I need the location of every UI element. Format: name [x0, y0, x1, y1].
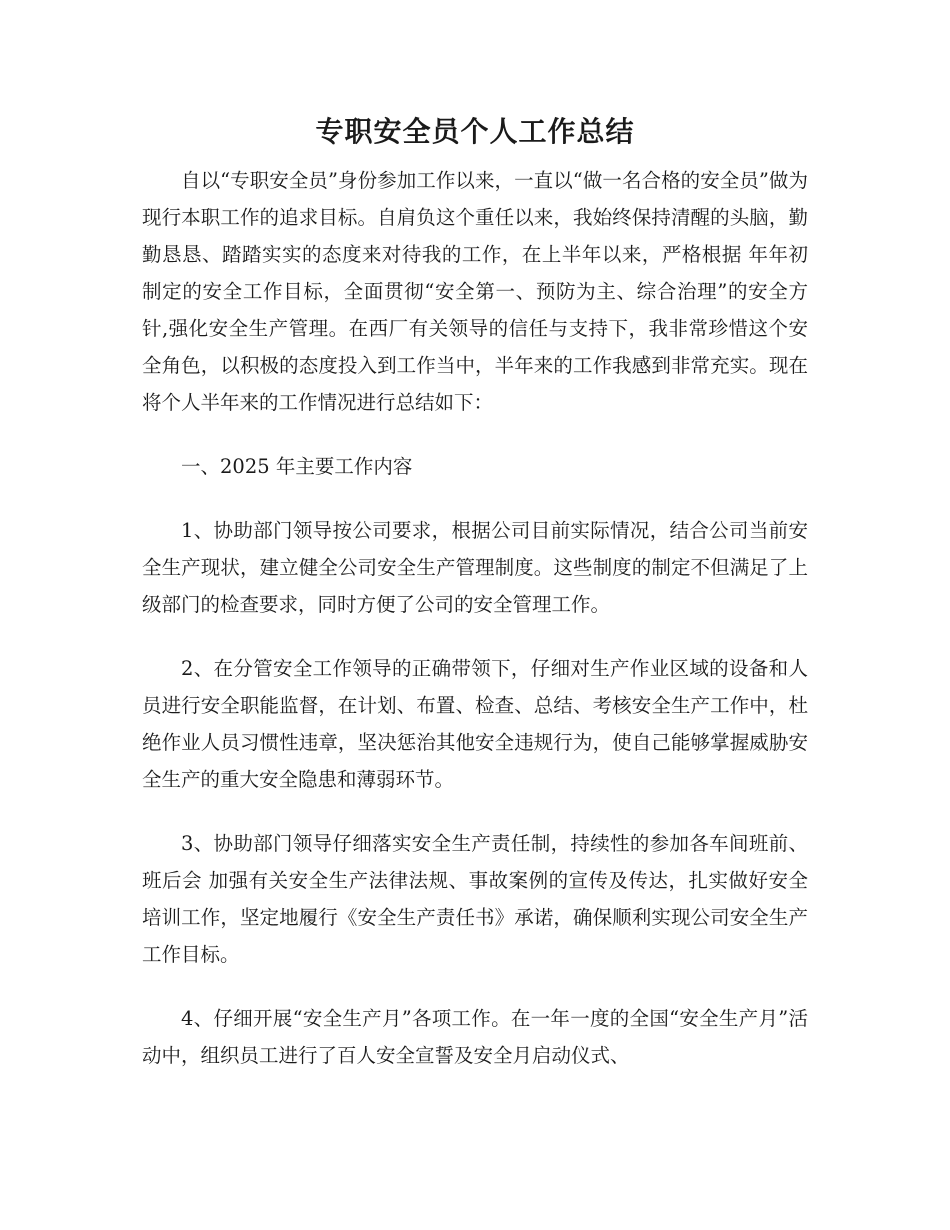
paragraph-item-3: 3、协助部门领导仔细落实安全生产责任制，持续性的参加各车间班前、班后会 加强有关安全生产法律法规、事故案例的宣传及传达，扎实做好安全培训工作，坚定地履行《安全生产责任书》承诺，确保顺利实现公司安全生产工作目标。	[142, 832, 808, 966]
paragraph-item-1: 1、协助部门领导按公司要求，根据公司目前实际情况，结合公司当前安全生产现状，建立健全公司安全生产管理制度。这些制度的制定不但满足了上级部门的检查要求，同时方便了公司的安全管理工作。	[142, 519, 808, 616]
paragraph-item-2: 2、在分管安全工作领导的正确带领下，仔细对生产作业区域的设备和人员进行安全职能监督，在计划、布置、检查、总结、考核安全生产工作中，杜绝作业人员习惯性违章，坚决惩治其他安全违规行为，使自己能够掌握威胁安全生产的重大安全隐患和薄弱环节。	[142, 657, 808, 791]
document-title: 专职安全员个人工作总结	[315, 115, 635, 148]
section-heading: 一、2025 年主要工作内容	[181, 455, 413, 478]
document-body	[142, 162, 808, 1074]
paragraph-item-4: 4、仔细开展“安全生产月”各项工作。在一年一度的全国“安全生产月”活动中，组织员工进行了百人安全宣誓及安全月启动仪式、	[142, 1007, 808, 1067]
paragraph-intro: 自以“专职安全员”身份参加工作以来，一直以“做一名合格的安全员”做为现行本职工作的追求目标。自肩负这个重任以来，我始终保持清醒的头脑，勤勤恳恳、踏踏实实的态度来对待我的工作，在上半年以来，严格根据 年年初制定的安全工作目标，全面贯彻“安全第一、预防为主、综合治理”的安全方针,强化安全生产管理。在西厂有关领导的信任与支持下，我非常珍惜这个安全角色，以积极的态度投入到工作当中，半年来的工作我感到非常充实。现在将个人半年来的工作情况进行总结如下：	[142, 169, 808, 414]
